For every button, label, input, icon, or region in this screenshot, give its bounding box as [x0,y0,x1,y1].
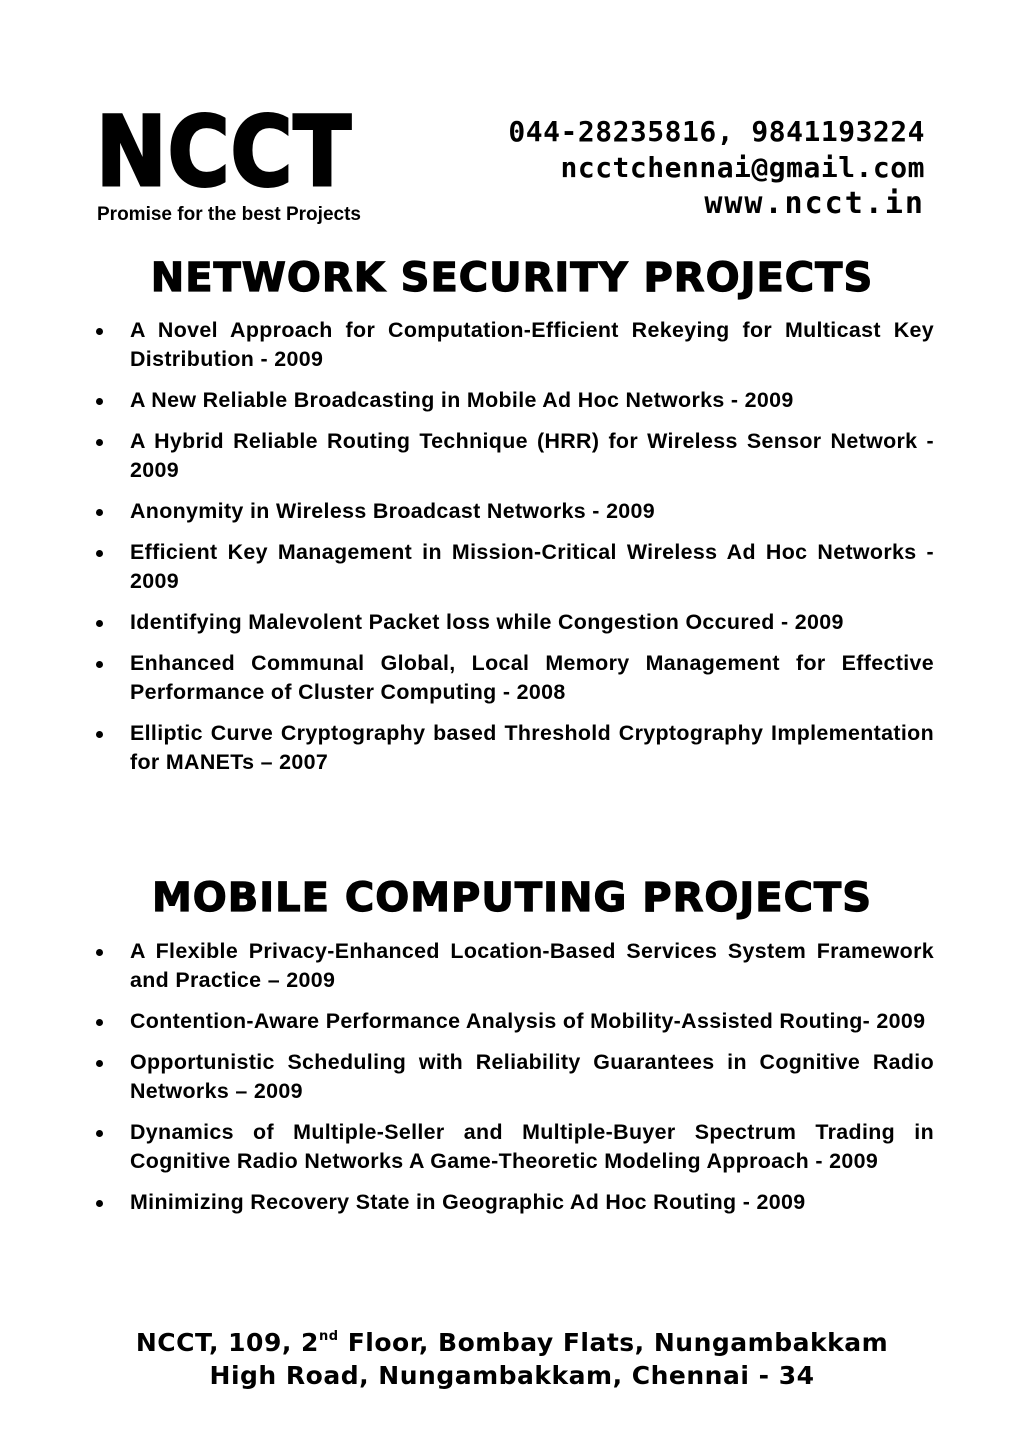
list-item-text: Minimizing Recovery State in Geographic Ad Hoc Routing - 2009 [130,1190,806,1214]
list-item-text: A Flexible Privacy-Enhanced Location-Based Services System Framework and Practice – 2009 [130,939,934,992]
list-item-text: Anonymity in Wireless Broadcast Networks - 2009 [130,499,656,523]
bullet-icon [96,661,103,668]
list-item-text: Identifying Malevolent Packet loss while Congestion Occured - 2009 [130,610,844,634]
address-line-1 [0,1320,1024,1359]
address-line-1-end: Floor, Bombay Flats, Nungambakkam [338,1328,889,1357]
tagline: Promise for the best Projects [97,204,361,225]
ncct-logo: NCCT [96,96,352,208]
bullet-icon [96,439,103,446]
mobile-computing-list [96,937,934,1229]
list-item [96,649,934,707]
email-address: ncctchennai@gmail.com [560,151,925,184]
list-item-text: A Hybrid Reliable Routing Technique (HRR) for Wireless Sensor Network - 2009 [130,429,934,482]
bullet-icon [96,1019,103,1026]
address-line-2: High Road, Nungambakkam, Chennai - 34 [209,1361,815,1390]
bullet-icon [96,1130,103,1137]
network-security-heading: NETWORK SECURITY PROJECTS [150,255,874,301]
list-item [96,1118,934,1176]
list-item [96,608,934,637]
bullet-icon [96,509,103,516]
list-item [96,1188,934,1217]
bullet-icon [96,550,103,557]
ordinal-suffix: nd [318,1329,339,1344]
list-item [96,1048,934,1106]
list-item-text: A New Reliable Broadcasting in Mobile Ad Hoc Networks - 2009 [130,388,794,412]
bullet-icon [96,949,103,956]
list-item-text: A Novel Approach for Computation-Efficient Rekeying for Multicast Key Distribution - 2009 [130,318,934,371]
bullet-icon [96,1060,103,1067]
bullet-icon [96,620,103,627]
list-item-text: Efficient Key Management in Mission-Critical Wireless Ad Hoc Networks - 2009 [130,540,934,593]
footer-address [0,1320,1024,1392]
bullet-icon [96,731,103,738]
list-item [96,937,934,995]
mobile-computing-heading: MOBILE COMPUTING PROJECTS [151,875,873,921]
list-item-text: Contention-Aware Performance Analysis of Mobility-Assisted Routing- 2009 [130,1009,926,1033]
list-item-text: Enhanced Communal Global, Local Memory Management for Effective Performance of Cluster Computing - 2008 [130,651,934,704]
list-item [96,316,934,374]
list-item [96,497,934,526]
contact-block [508,114,925,222]
bullet-icon [96,398,103,405]
list-item [96,538,934,596]
list-item-text: Opportunistic Scheduling with Reliability Guarantees in Cognitive Radio Networks – 2009 [130,1050,934,1103]
website-address: www.ncct.in [704,186,925,221]
list-item [96,719,934,777]
address-line-1-start: NCCT, 109, 2 [135,1328,319,1357]
network-security-list [96,316,934,789]
list-item [96,386,934,415]
list-item-text: Elliptic Curve Cryptography based Threshold Cryptography Implementation for MANETs – 2007 [130,721,934,774]
bullet-icon [96,328,103,335]
list-item [96,427,934,485]
list-item-text: Dynamics of Multiple-Seller and Multiple-Buyer Spectrum Trading in Cognitive Radio Networks A Game-Theoretic Modeling Approach - 2009 [130,1120,934,1173]
bullet-icon [96,1200,103,1207]
list-item [96,1007,934,1036]
phone-numbers: 044-28235816, 9841193224 [508,115,925,148]
